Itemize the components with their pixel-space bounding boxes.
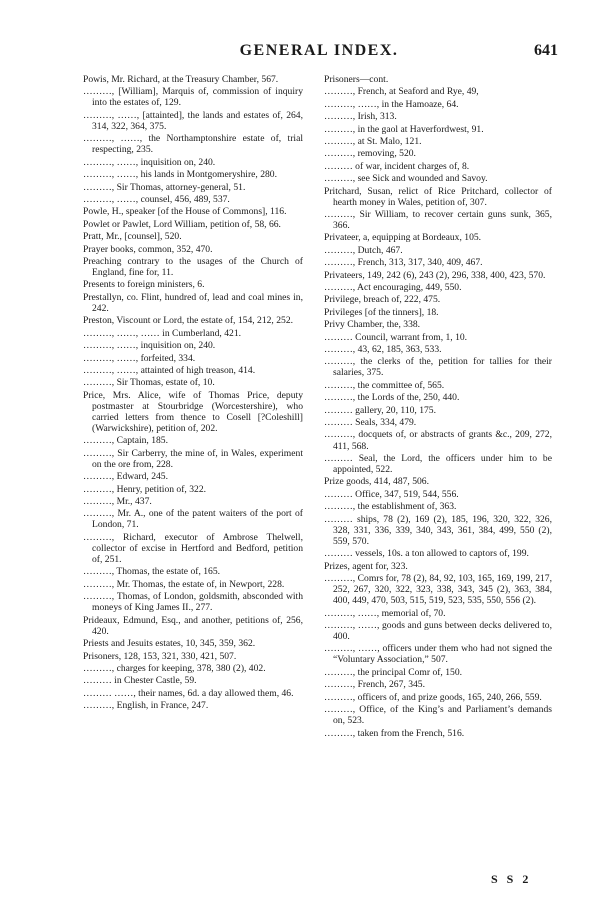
index-entry: ………, the Lords of the, 250, 440. bbox=[324, 392, 460, 404]
signature-mark: S S 2 bbox=[491, 872, 532, 886]
page-number: 641 bbox=[534, 42, 558, 59]
index-entry: Prestallyn, co. Flint, hundred of, lead and coal mines in, 242. bbox=[83, 291, 303, 314]
index-entry: ……… ……, their names, 6d. a day allowed them, 46. bbox=[83, 687, 294, 699]
index-entry: Prizes, agent for, 323. bbox=[324, 560, 408, 572]
index-entry: ……… vessels, 10s. a ton allowed to captors of, 199. bbox=[324, 548, 529, 560]
index-entry: ………, taken from the French, 516. bbox=[324, 727, 465, 739]
index-entry: ………, Comrs for, 78 (2), 84, 92, 103, 165, 169, 199, 217, 252, 267, 320, 322, 323, 338, 343, 345 (2), 363, 384, 400, 449, 470, 503, 515, 519, 523, 535, 550, 556 (2). bbox=[324, 572, 552, 607]
index-entry: ………, Sir Thomas, estate of, 10. bbox=[83, 377, 215, 389]
index-entry: ………, ……, forfeited, 334. bbox=[83, 352, 196, 364]
index-entry: ………, Act encouraging, 449, 550. bbox=[324, 282, 462, 294]
index-entry: ………, removing, 520. bbox=[324, 148, 416, 160]
index-entry: Preaching contrary to the usages of the Church of England, fine for, 11. bbox=[83, 255, 303, 279]
index-entry: ………, ……, [attainted], the lands and estates of, 264, 314, 322, 364, 375. bbox=[83, 109, 303, 132]
index-entry: ……… ships, 78 (2), 169 (2), 185, 196, 320, 322, 326, 328, 331, 336, 339, 340, 343, 361, 384, 499, 550 (2), 559, 570. bbox=[324, 513, 552, 547]
index-entry: Priests and Jesuits estates, 10, 345, 359, 362. bbox=[83, 638, 256, 650]
index-entry: ………, Richard, executor of Ambrose Thelwell, collector of excise in Hertford and Bedford, petition of, 251. bbox=[83, 531, 303, 566]
index-entry: ………, Henry, petition of, 322. bbox=[83, 483, 207, 495]
index-entry: ………, the clerks of the, petition for tallies for their salaries, 375. bbox=[324, 356, 552, 379]
index-entry: ………, ……, attainted of high treason, 414. bbox=[83, 364, 256, 376]
index-column-right bbox=[324, 74, 552, 740]
index-entry: ………, Mr. Thomas, the estate of, in Newport, 228. bbox=[83, 578, 285, 590]
index-entry: ………, 43, 62, 185, 363, 533. bbox=[324, 344, 442, 355]
index-entry: ………, charges for keeping, 378, 380 (2), 402. bbox=[83, 662, 266, 674]
index-entry: ………, ……, counsel, 456, 489, 537. bbox=[83, 194, 230, 206]
index-entry: Presents to foreign ministers, 6. bbox=[83, 279, 205, 291]
index-entry: ………, docquets of, or abstracts of grants &c., 209, 272, 411, 568. bbox=[324, 429, 552, 452]
index-entry: ………, ……, in the Hamoaze, 64. bbox=[324, 98, 459, 110]
index-entry: ………, Office, of the King’s and Parliament’s demands on, 523. bbox=[324, 704, 552, 727]
index-entry: ………, the establishment of, 363. bbox=[324, 501, 457, 513]
index-entry: ………, Thomas, of London, goldsmith, absconded with moneys of King James II., 277. bbox=[83, 591, 303, 614]
index-entry: ………, Mr., 437. bbox=[83, 496, 152, 507]
index-entry: ………, [William], Marquis of, commission of inquiry into the estates of, 129. bbox=[83, 86, 303, 109]
index-entry: ………, ……, goods and guns between decks delivered to, 400. bbox=[324, 619, 552, 642]
index-entry: Powlet or Pawlet, Lord William, petition of, 58, 66. bbox=[83, 218, 281, 230]
index-entry: ………, ……, memorial of, 70. bbox=[324, 607, 446, 619]
index-entry: ……… Seal, the Lord, the officers under him to be appointed, 522. bbox=[324, 452, 552, 476]
index-entry: Prayer books, common, 352, 470. bbox=[83, 243, 213, 255]
index-entry: Prize goods, 414, 487, 506. bbox=[324, 476, 429, 488]
index-entry: ……… in Chester Castle, 59. bbox=[83, 675, 197, 687]
index-entry: ………, officers of, and prize goods, 165, 240, 266, 559. bbox=[324, 691, 542, 703]
index-entry: ………, ……, the Northamptonshire estate of, trial respecting, 235. bbox=[83, 133, 303, 156]
index-entry: ………, Irish, 313. bbox=[324, 111, 397, 123]
index-entry: ………, the committee of, 565. bbox=[324, 379, 445, 391]
index-entry: ………, Sir William, to recover certain guns sunk, 365, 366. bbox=[324, 209, 552, 232]
index-entry: ………, Edward, 245. bbox=[83, 471, 168, 483]
index-column-left bbox=[83, 74, 303, 713]
index-entry: Powis, Mr. Richard, at the Treasury Chamber, 567. bbox=[83, 74, 279, 85]
index-entry: ………, ……, officers under them who had not signed the “Voluntary Association,” 507. bbox=[324, 643, 552, 666]
index-entry: Privileges [of the tinners], 18. bbox=[324, 306, 439, 318]
index-entry: ………, Sir Carberry, the mine of, in Wales, experiment on the ore from, 228. bbox=[83, 447, 303, 470]
index-entry: Pratt, Mr., [counsel], 520. bbox=[83, 231, 182, 243]
index-entry: ……… Office, 347, 519, 544, 556. bbox=[324, 488, 459, 500]
index-entry: ……… Council, warrant from, 1, 10. bbox=[324, 331, 468, 343]
index-entry: ………, ……, inquisition on, 240. bbox=[83, 156, 216, 168]
index-entry: Prideaux, Edmund, Esq., and another, petitions of, 256, 420. bbox=[83, 614, 303, 637]
index-entry: ………, the principal Comr of, 150. bbox=[324, 666, 463, 678]
index-entry: ………, at St. Malo, 121. bbox=[324, 135, 422, 147]
index-entry: ………, French, 313, 317, 340, 409, 467. bbox=[324, 257, 483, 269]
index-entry: Privateers, 149, 242 (6), 243 (2), 296, 338, 400, 423, 570. bbox=[324, 269, 546, 281]
index-entry: Pritchard, Susan, relict of Rice Pritchard, collector of hearth money in Wales, petition of, 307. bbox=[324, 185, 552, 208]
index-entry: Prisoners, 128, 153, 321, 330, 421, 507. bbox=[83, 650, 237, 662]
index-entry: ………, ……, inquisition on, 240. bbox=[83, 340, 216, 352]
index-entry: ………, ……, …… in Cumberland, 421. bbox=[83, 327, 242, 339]
index-entry: ………, ……, his lands in Montgomeryshire, 280. bbox=[83, 169, 277, 181]
index-entry: Preston, Viscount or Lord, the estate of, 154, 212, 252. bbox=[83, 315, 294, 327]
index-entry: ………, in the gaol at Haverfordwest, 91. bbox=[324, 123, 484, 135]
index-entry: ……… Seals, 334, 479. bbox=[324, 417, 417, 429]
index-entry: ………, Dutch, 467. bbox=[324, 244, 403, 256]
index-entry: Privateer, a, equipping at Bordeaux, 105. bbox=[324, 232, 482, 244]
index-entry: Price, Mrs. Alice, wife of Thomas Price, deputy postmaster at Stourbridge (Worcestershire), who carried letters from thence to Cosell [?Coleshill] (Warwickshire), petition of, 202. bbox=[83, 389, 303, 434]
index-entry: ………, Captain, 185. bbox=[83, 435, 169, 447]
index-entry: ……… of war, incident charges of, 8. bbox=[324, 160, 470, 172]
running-title: GENERAL INDEX. bbox=[239, 42, 399, 59]
index-entry: Powle, H., speaker [of the House of Commons], 116. bbox=[83, 206, 287, 218]
index-entry: ………, Thomas, the estate of, 165. bbox=[83, 566, 221, 578]
page-header bbox=[80, 42, 558, 64]
index-entry: ………, Mr. A., one of the patent waiters of the port of London, 71. bbox=[83, 508, 303, 531]
index-entry: ………, French, at Seaford and Rye, 49, bbox=[324, 86, 479, 98]
index-entry: ………, English, in France, 247. bbox=[83, 700, 209, 712]
index-entry: ……… gallery, 20, 110, 175. bbox=[324, 404, 436, 416]
index-entry: Prisoners—cont. bbox=[324, 74, 389, 85]
index-entry: ………, see Sick and wounded and Savoy. bbox=[324, 173, 488, 185]
index-entry: ………, Sir Thomas, attorney-general, 51. bbox=[83, 181, 246, 193]
index-entry: ………, French, 267, 345. bbox=[324, 679, 425, 691]
index-entry: Privilege, breach of, 222, 475. bbox=[324, 294, 441, 306]
index-entry: Privy Chamber, the, 338. bbox=[324, 319, 421, 331]
